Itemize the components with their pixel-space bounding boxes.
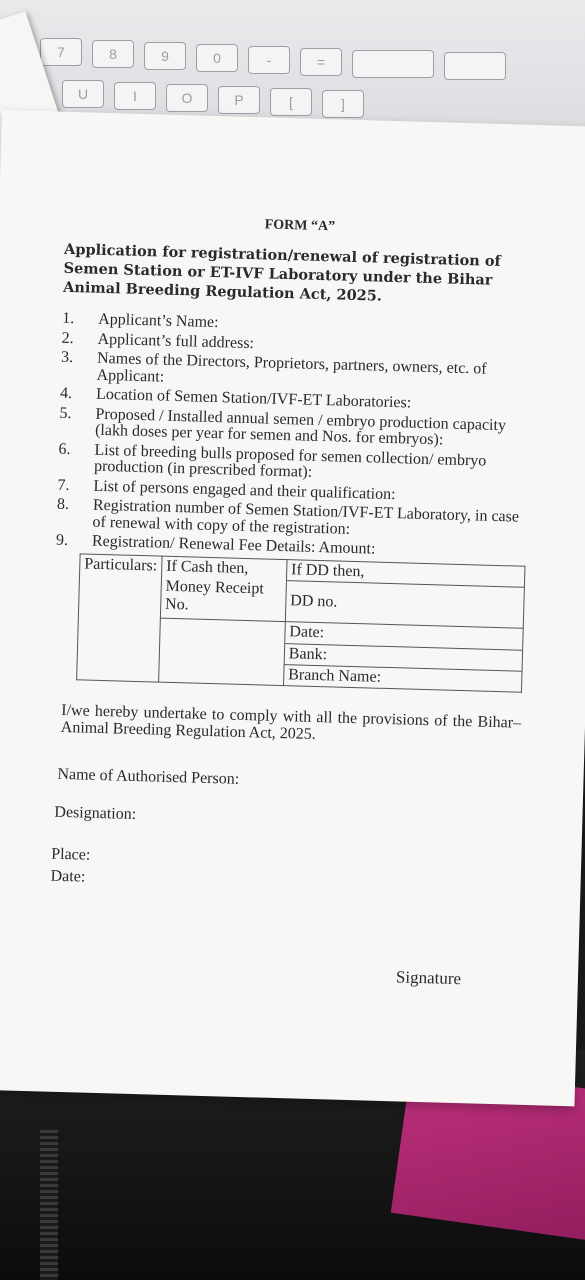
item-text: Applicant’s Name: (97, 310, 219, 332)
undertaking-text: I/we hereby undertake to comply with all the provisions of the Bihar–Animal Breeding Regulation Act, 2025. (60, 701, 522, 743)
item-text: Location of Semen Station/IVF-ET Laboratories: (95, 385, 412, 412)
key-0: 0 (196, 44, 238, 72)
branch-name-cell: Branch Name: (283, 664, 522, 692)
cloth-zipper (40, 1130, 58, 1280)
authorised-person-label: Name of Authorised Person: (57, 765, 240, 788)
key-equals: = (300, 48, 342, 76)
cash-blank-cell (158, 618, 285, 685)
form-heading: Application for registration/renewal of registration of Semen Station or ET-IVF Laboratory under the Bihar Animal Breeding Regulation Act, 2025. (62, 240, 501, 305)
dd-date-label: Date: (289, 622, 325, 641)
item-number: 8. (56, 495, 70, 514)
keyboard-background (0, 0, 585, 130)
dd-no-cell: DD no. (285, 580, 524, 628)
key-extra (444, 52, 506, 80)
item-text: Applicant’s full address: (97, 330, 255, 352)
cash-header-cell: If Cash then, (161, 556, 287, 580)
form-title: FORM “A” (264, 217, 336, 235)
item-number: 3. (60, 348, 74, 367)
item-number: 4. (59, 384, 73, 403)
date-label: Date: (50, 867, 86, 886)
signature-label: Signature (395, 967, 462, 989)
key-p: P (218, 86, 260, 114)
dd-header-cell: If DD then, (286, 559, 525, 587)
item-number: 9. (55, 531, 69, 550)
key-o: O (166, 84, 208, 112)
key-i: I (114, 82, 156, 110)
item-text: List of breeding bulls proposed for semen collection/ embryo production (in prescribed format): (93, 441, 487, 481)
fee-details-table (76, 553, 525, 692)
item-text: Proposed / Installed annual semen / embryo production capacity (lakh doses per year for semen and Nos. for embryos): (94, 405, 507, 449)
particulars-cell: Particulars: (77, 553, 162, 681)
key-backspace (352, 50, 434, 78)
key-7: 7 (40, 38, 82, 66)
key-minus: - (248, 46, 290, 74)
money-receipt-cell: Money Receipt No. (160, 577, 286, 621)
designation-label: Designation: (54, 803, 137, 823)
item-text: List of persons engaged and their qualification: (93, 477, 396, 503)
key-8: 8 (92, 40, 134, 68)
signature-block (46, 765, 519, 898)
item-number: 1. (61, 309, 75, 328)
key-u: U (62, 80, 104, 108)
item-text: Registration/ Renewal Fee Details: Amount: (91, 532, 376, 558)
item-number: 7. (57, 476, 70, 494)
key-bracket-right: ] (322, 90, 364, 118)
item-text: Names of the Directors, Proprietors, partners, owners, etc. of Applicant: (96, 349, 487, 386)
place-label: Place: (51, 845, 91, 864)
item-number: 6. (58, 440, 71, 458)
item-text: Registration number of Semen Station/IVF-ET Laboratory, in case of renewal with copy of the registration: (92, 496, 520, 538)
key-9: 9 (144, 42, 186, 70)
item-number: 5. (59, 404, 72, 422)
form-items (56, 311, 532, 563)
form-document (46, 212, 535, 989)
item-number: 2. (61, 329, 74, 347)
form-paper (0, 110, 585, 1106)
dd-date-cell (284, 621, 523, 671)
key-bracket-left: [ (270, 88, 312, 116)
dd-bank-label: Bank: (285, 643, 523, 670)
